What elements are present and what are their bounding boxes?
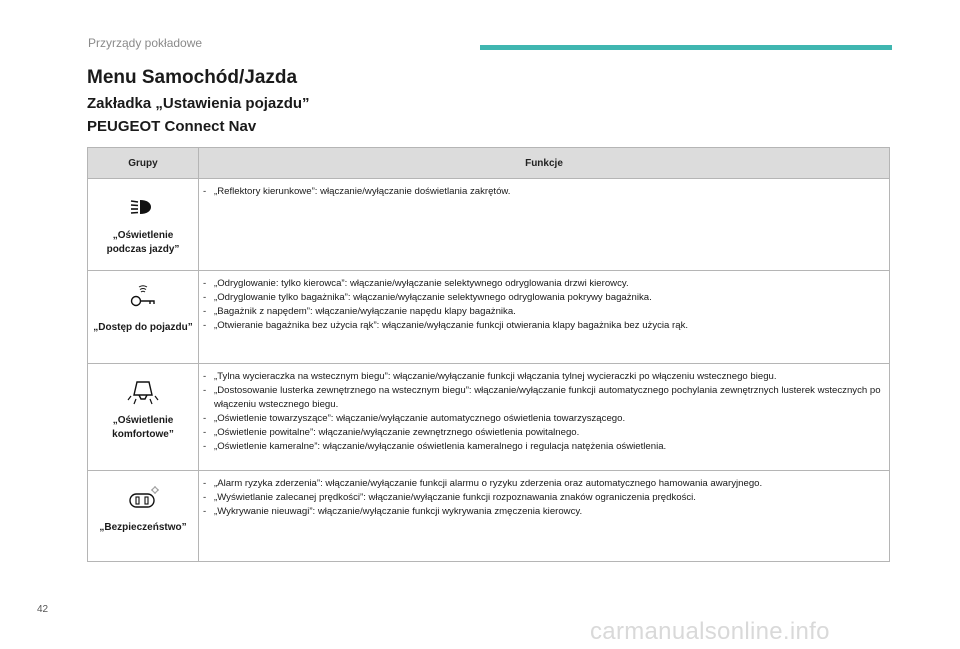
ceiling-lamp-icon <box>127 378 159 406</box>
functions-cell <box>199 179 890 271</box>
group-cell <box>88 179 199 271</box>
function-list <box>199 179 889 207</box>
watermark: carmanualsonline.info <box>590 618 830 645</box>
header-accent-bar <box>480 45 892 50</box>
group-cell <box>88 271 199 364</box>
table-row <box>88 471 890 562</box>
group-label: „Bezpieczeństwo” <box>99 522 187 533</box>
function-list <box>199 364 889 462</box>
system-subtitle: PEUGEOT Connect Nav <box>87 118 257 135</box>
header-functions: Funkcje <box>199 148 890 179</box>
function-item: - „Dostosowanie lusterka zewnętrznego na wstecznym biegu”: włączanie/wyłączanie funkcji automatycznego pochylania zewnętrznych lusterek wstecznych po włączeniu wstecznego biegu. <box>203 384 881 412</box>
functions-cell <box>199 364 890 471</box>
function-item: - „Oświetlenie towarzyszące”: włączanie/wyłączanie automatycznego oświetlenia towarzyszącego. <box>203 412 881 426</box>
function-list <box>199 471 889 527</box>
settings-table <box>87 147 890 562</box>
function-item: - „Bagażnik z napędem”: włączanie/wyłączanie napędu klapy bagażnika. <box>203 305 881 319</box>
table-row <box>88 271 890 364</box>
group-label: „Oświetlenie podczas jazdy” <box>106 230 180 255</box>
function-item: - „Tylna wycieraczka na wstecznym biegu”: włączanie/wyłączanie funkcji włączania tylnej wycieraczki po włączeniu wstecznego biegu. <box>203 370 881 384</box>
table-row <box>88 179 890 271</box>
group-cell <box>88 471 199 562</box>
key-access-icon <box>127 285 159 313</box>
group-label: „Dostęp do pojazdu” <box>93 322 193 333</box>
car-safety-settings-icon <box>127 485 159 513</box>
function-item: - „Otwieranie bagażnika bez użycia rąk”: włączanie/wyłączanie funkcji otwierania klapy bagażnika bez użycia rąk. <box>203 319 881 333</box>
table-row <box>88 364 890 471</box>
function-item: - „Wykrywanie nieuwagi”: włączanie/wyłączanie funkcji wykrywania zmęczenia kierowcy. <box>203 505 881 519</box>
section-subtitle: Zakładka „Ustawienia pojazdu” <box>87 95 310 112</box>
function-item: - „Odryglowanie tylko bagażnika”: włączanie/wyłączanie selektywnego odryglowania pokrywy bagażnika. <box>203 291 881 305</box>
functions-cell <box>199 471 890 562</box>
running-header: Przyrządy pokładowe <box>88 36 203 50</box>
page-number: 42 <box>37 604 49 615</box>
group-label: „Oświetlenie komfortowe” <box>112 415 174 440</box>
function-list <box>199 271 889 341</box>
cornering-light-icon <box>127 193 159 221</box>
function-item: - „Oświetlenie kameralne”: włączanie/wyłączanie oświetlenia kameralnego i regulacja natężenia oświetlenia. <box>203 440 881 454</box>
function-item: - „Alarm ryzyka zderzenia”: włączanie/wyłączanie funkcji alarmu o ryzyku zderzenia oraz automatycznego hamowania awaryjnego. <box>203 477 881 491</box>
header-groups: Grupy <box>88 148 199 179</box>
group-cell <box>88 364 199 471</box>
page-title: Menu Samochód/Jazda <box>87 67 298 88</box>
function-item: - „Oświetlenie powitalne”: włączanie/wyłączanie zewnętrznego oświetlenia powitalnego. <box>203 426 881 440</box>
table-header-row <box>88 148 890 179</box>
function-item: - „Reflektory kierunkowe”: włączanie/wyłączanie doświetlania zakrętów. <box>203 185 881 199</box>
functions-cell <box>199 271 890 364</box>
function-item: - „Wyświetlanie zalecanej prędkości”: włączanie/wyłączanie funkcji rozpoznawania znaków ograniczenia prędkości. <box>203 491 881 505</box>
function-item: - „Odryglowanie: tylko kierowca”: włączanie/wyłączanie selektywnego odryglowania drzwi kierowcy. <box>203 277 881 291</box>
